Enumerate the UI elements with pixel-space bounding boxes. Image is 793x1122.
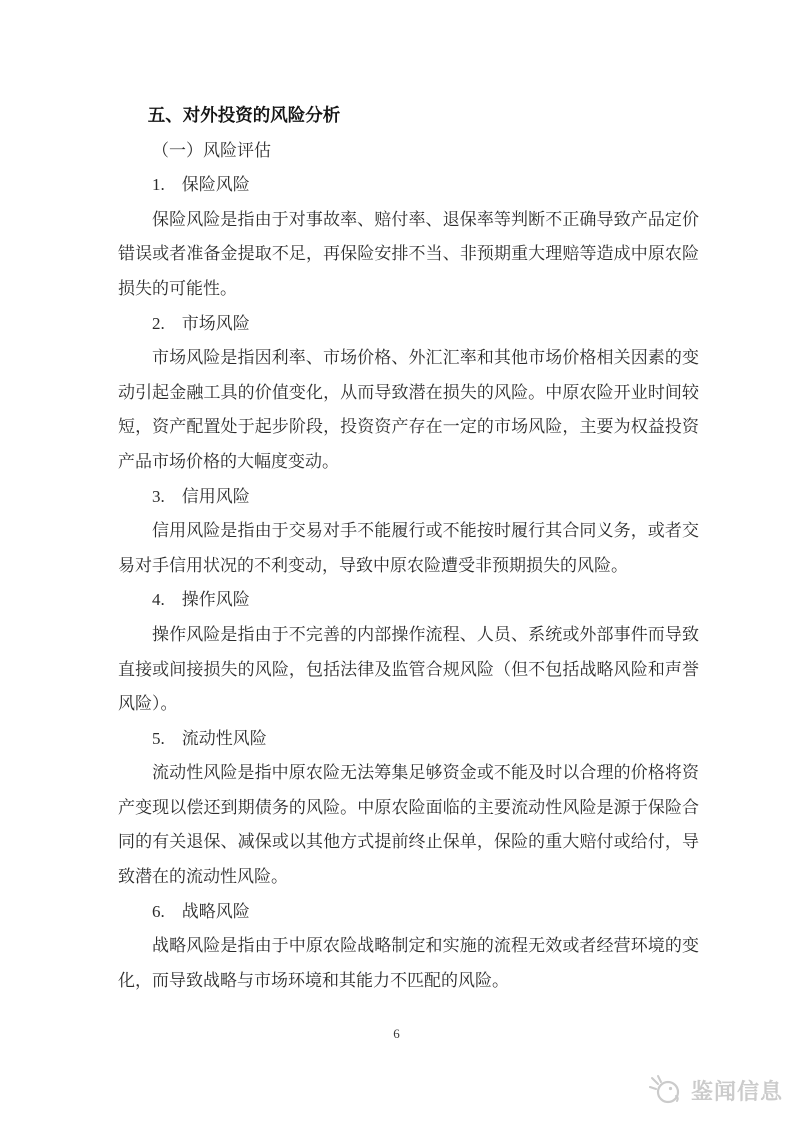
section-title: 1. 保险风险 — [152, 175, 250, 195]
section-body: 保险风险是指由于对事故率、赔付率、退保率等判断不正确导致产品定价错误或者准备金提取不足，再保险安排不当、非预期重大理赔等造成中原农险损失的可能性。 — [118, 209, 699, 298]
doc-heading: 五、对外投资的风险分析 — [147, 106, 341, 126]
section-market-risk — [118, 307, 699, 480]
section-title: 2. 市场风险 — [152, 313, 250, 333]
page-number: 6 — [393, 1026, 400, 1041]
section-credit-risk — [118, 480, 699, 584]
section-body: 市场风险是指因利率、市场价格、外汇汇率和其他市场价格相关因素的变动引起金融工具的价值变化，从而导致潜在损失的风险。中原农险开业时间较短，资产配置处于起步阶段，投资资产存在一定的市场风险，主要为权益投资产品市场价格的大幅度变动。 — [118, 348, 699, 471]
watermark-label: 鉴闻信息 — [690, 1079, 783, 1105]
jianwen-logo-icon — [649, 1074, 683, 1106]
section-body: 战略风险是指由于中原农险战略制定和实施的流程无效或者经营环境的变化，而导致战略与市场环境和其能力不匹配的风险。 — [118, 936, 699, 990]
doc-subheading: （一）风险评估 — [152, 140, 271, 160]
document-content — [118, 99, 699, 998]
section-title: 6. 战略风险 — [152, 901, 250, 921]
section-body: 信用风险是指由于交易对手不能履行或不能按时履行其合同义务，或者交易对手信用状况的不利变动，导致中原农险遭受非预期损失的风险。 — [118, 521, 699, 575]
section-title: 3. 信用风险 — [152, 486, 250, 506]
watermark — [649, 1074, 783, 1106]
section-body: 操作风险是指由于不完善的内部操作流程、人员、系统或外部事件而导致直接或间接损失的风险，包括法律及监管合规风险（但不包括战略风险和声誉风险）。 — [118, 624, 699, 714]
section-operational-risk — [118, 583, 699, 721]
section-title: 5. 流动性风险 — [152, 728, 267, 748]
section-title: 4. 操作风险 — [152, 590, 250, 610]
section-strategic-risk — [118, 895, 699, 999]
section-insurance-risk — [118, 168, 699, 306]
section-body: 流动性风险是指中原农险无法筹集足够资金或不能及时以合理的价格将资产变现以偿还到期债务的风险。中原农险面临的主要流动性风险是源于保险合同的有关退保、减保或以其他方式提前终止保单，保险的重大赔付或给付，导致潜在的流动性风险。 — [118, 763, 699, 887]
section-liquidity-risk — [118, 722, 699, 895]
